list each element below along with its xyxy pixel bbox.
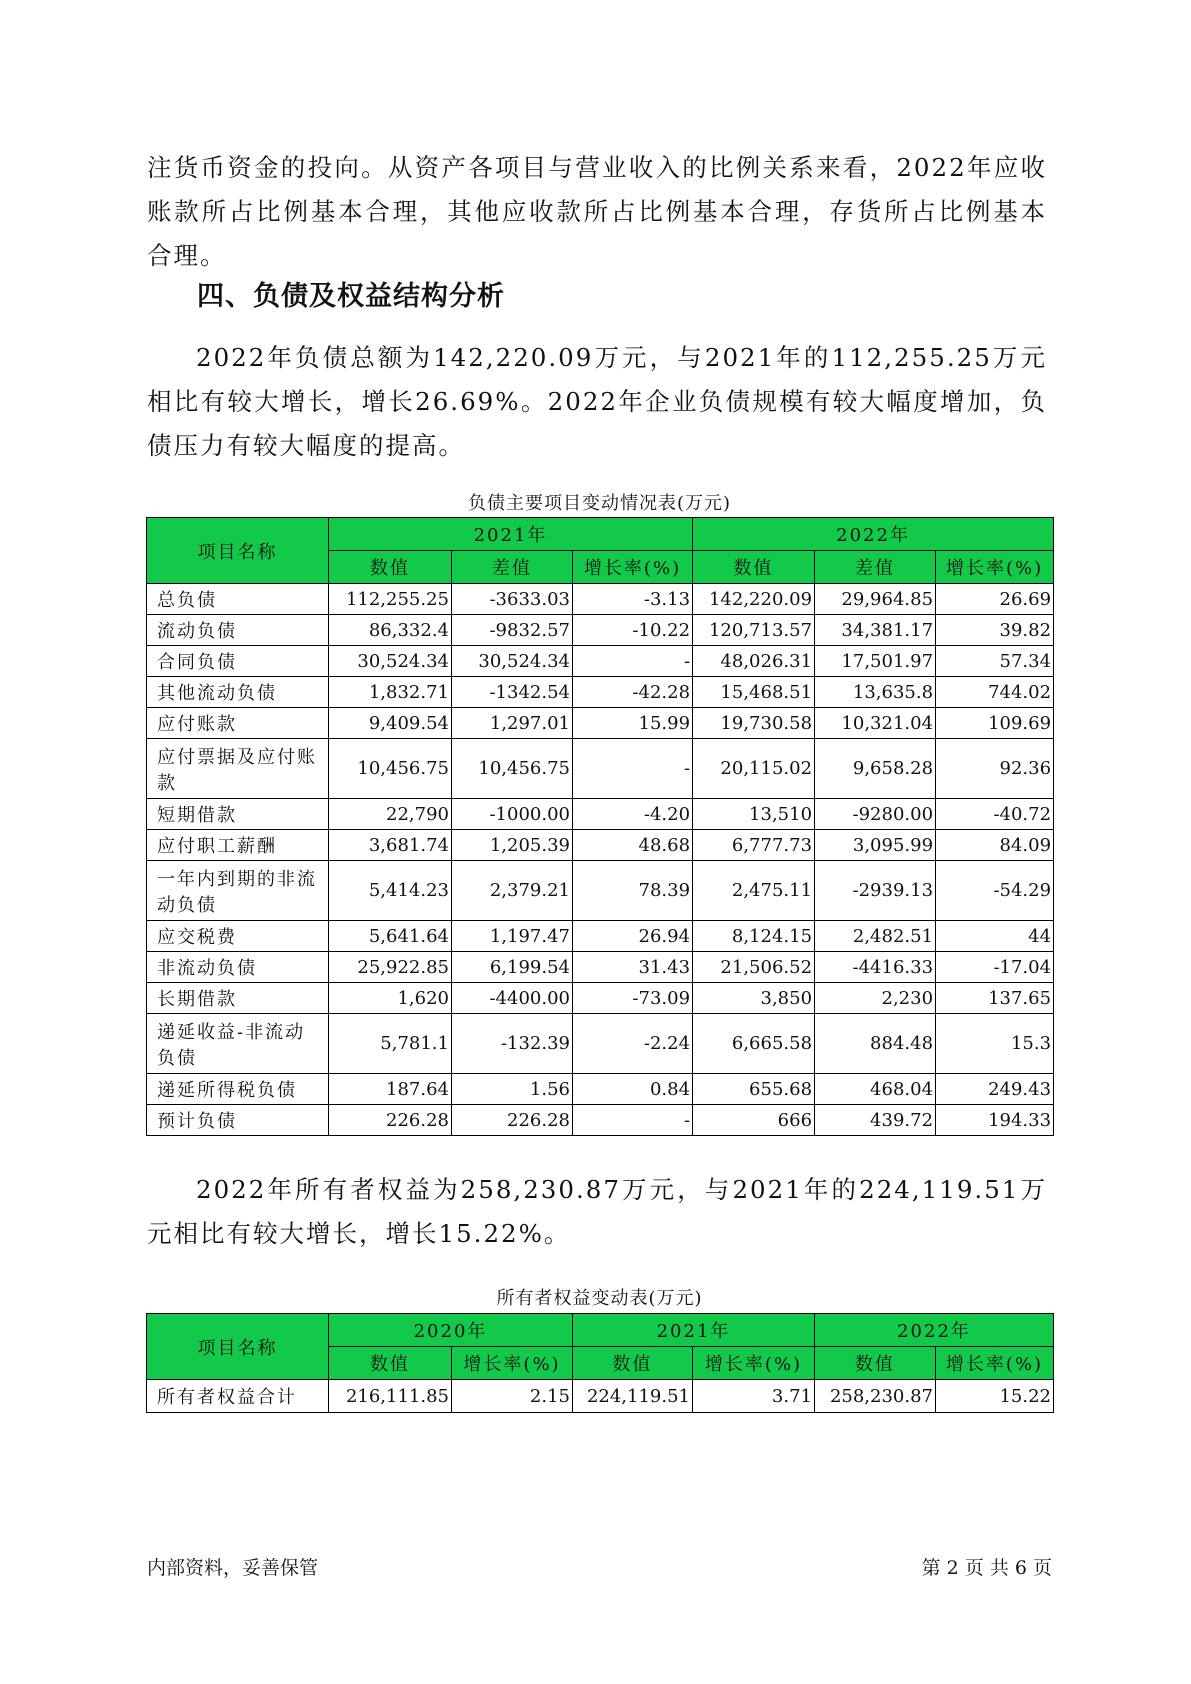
table-cell: -42.28 bbox=[573, 677, 693, 708]
table-row bbox=[147, 799, 1054, 830]
table-cell: 2.15 bbox=[452, 1380, 573, 1413]
table-cell: - bbox=[573, 1105, 693, 1136]
column-header: 差值 bbox=[815, 551, 936, 584]
table-cell: 1,197.47 bbox=[452, 921, 573, 952]
table-cell: 249.43 bbox=[936, 1074, 1054, 1105]
column-header: 增长率(%) bbox=[693, 1347, 815, 1380]
table-row bbox=[147, 1380, 1054, 1413]
table-cell: 120,713.57 bbox=[693, 615, 815, 646]
footer-confidential-note: 内部资料，妥善保管 bbox=[147, 1557, 319, 1579]
table-cell: 3,850 bbox=[693, 983, 815, 1014]
table-cell: 86,332.4 bbox=[329, 615, 452, 646]
table-cell: 112,255.25 bbox=[329, 584, 452, 615]
table-cell: 29,964.85 bbox=[815, 584, 936, 615]
row-label: 合同负债 bbox=[147, 646, 329, 677]
table-cell: -9832.57 bbox=[452, 615, 573, 646]
column-header: 数值 bbox=[573, 1347, 693, 1380]
column-header: 数值 bbox=[693, 551, 815, 584]
table-cell: 224,119.51 bbox=[573, 1380, 693, 1413]
table-cell: -2939.13 bbox=[815, 861, 936, 921]
table-cell: 666 bbox=[693, 1105, 815, 1136]
row-label: 应交税费 bbox=[147, 921, 329, 952]
table-cell: 468.04 bbox=[815, 1074, 936, 1105]
table-cell: 194.33 bbox=[936, 1105, 1054, 1136]
table-cell: 13,510 bbox=[693, 799, 815, 830]
table-cell: -40.72 bbox=[936, 799, 1054, 830]
table-cell: -3633.03 bbox=[452, 584, 573, 615]
table-cell: 1,297.01 bbox=[452, 708, 573, 739]
table-cell: 5,781.1 bbox=[329, 1014, 452, 1074]
table-cell: - bbox=[573, 646, 693, 677]
table-cell: 2,230 bbox=[815, 983, 936, 1014]
table-cell: 48.68 bbox=[573, 830, 693, 861]
year-header: 2021年 bbox=[329, 518, 693, 551]
column-header: 数值 bbox=[815, 1347, 936, 1380]
item-name-header: 项目名称 bbox=[147, 518, 329, 584]
table-cell: 744.02 bbox=[936, 677, 1054, 708]
section-heading: 四、负债及权益结构分析 bbox=[197, 281, 505, 312]
table-cell: -2.24 bbox=[573, 1014, 693, 1074]
table-row bbox=[147, 952, 1054, 983]
table-cell: 13,635.8 bbox=[815, 677, 936, 708]
table-cell: 15.22 bbox=[936, 1380, 1054, 1413]
table-cell: -10.22 bbox=[573, 615, 693, 646]
column-header: 数值 bbox=[329, 551, 452, 584]
table-cell: 6,777.73 bbox=[693, 830, 815, 861]
row-label: 长期借款 bbox=[147, 983, 329, 1014]
liability-table bbox=[146, 517, 1054, 1136]
table-cell: 17,501.97 bbox=[815, 646, 936, 677]
table-cell: 5,641.64 bbox=[329, 921, 452, 952]
row-label: 总负债 bbox=[147, 584, 329, 615]
table-cell: 15,468.51 bbox=[693, 677, 815, 708]
table-row bbox=[147, 830, 1054, 861]
table-cell: 1.56 bbox=[452, 1074, 573, 1105]
table-cell: 92.36 bbox=[936, 739, 1054, 799]
row-label: 其他流动负债 bbox=[147, 677, 329, 708]
table-cell: 216,111.85 bbox=[329, 1380, 452, 1413]
table-cell: -132.39 bbox=[452, 1014, 573, 1074]
table-cell: 10,456.75 bbox=[329, 739, 452, 799]
table-cell: 6,199.54 bbox=[452, 952, 573, 983]
table-row bbox=[147, 708, 1054, 739]
table-cell: 6,665.58 bbox=[693, 1014, 815, 1074]
table-cell: 10,321.04 bbox=[815, 708, 936, 739]
column-header: 增长率(%) bbox=[452, 1347, 573, 1380]
table-cell: -4416.33 bbox=[815, 952, 936, 983]
table-cell: 48,026.31 bbox=[693, 646, 815, 677]
table-cell: -3.13 bbox=[573, 584, 693, 615]
footer-page-number: 第 2 页 共 6 页 bbox=[921, 1557, 1052, 1579]
table-cell: 1,832.71 bbox=[329, 677, 452, 708]
table-row bbox=[147, 739, 1054, 799]
item-name-header: 项目名称 bbox=[147, 1314, 329, 1380]
table-cell: 39.82 bbox=[936, 615, 1054, 646]
table-cell: 2,379.21 bbox=[452, 861, 573, 921]
table-cell: -1000.00 bbox=[452, 799, 573, 830]
column-header: 差值 bbox=[452, 551, 573, 584]
table-cell: 30,524.34 bbox=[452, 646, 573, 677]
row-label: 应付账款 bbox=[147, 708, 329, 739]
table-row bbox=[147, 677, 1054, 708]
table-row bbox=[147, 1014, 1054, 1074]
intro-paragraph: 注货币资金的投向。从资产各项目与营业收入的比例关系来看，2022年应收账款所占比例基本合理，其他应收款所占比例基本合理，存货所占比例基本合理。 bbox=[147, 153, 1047, 270]
year-header: 2022年 bbox=[693, 518, 1054, 551]
table-cell: 15.3 bbox=[936, 1014, 1054, 1074]
table-cell: 226.28 bbox=[452, 1105, 573, 1136]
table-cell: 34,381.17 bbox=[815, 615, 936, 646]
year-header: 2020年 bbox=[329, 1314, 573, 1347]
table-cell: -73.09 bbox=[573, 983, 693, 1014]
year-header: 2022年 bbox=[815, 1314, 1054, 1347]
table-cell: 78.39 bbox=[573, 861, 693, 921]
row-label: 应付职工薪酬 bbox=[147, 830, 329, 861]
table-cell: 2,475.11 bbox=[693, 861, 815, 921]
table-cell: 22,790 bbox=[329, 799, 452, 830]
table-cell: 1,205.39 bbox=[452, 830, 573, 861]
table-row bbox=[147, 1105, 1054, 1136]
table-row bbox=[147, 615, 1054, 646]
table-cell: 15.99 bbox=[573, 708, 693, 739]
equity-paragraph: 2022年所有者权益为258,230.87万元，与2021年的224,119.51万元相比有较大增长，增长15.22%。 bbox=[147, 1175, 1047, 1248]
table-cell: 226.28 bbox=[329, 1105, 452, 1136]
row-label: 非流动负债 bbox=[147, 952, 329, 983]
column-header: 增长率(%) bbox=[936, 551, 1054, 584]
table-row bbox=[147, 646, 1054, 677]
table-cell: 884.48 bbox=[815, 1014, 936, 1074]
table-cell: 20,115.02 bbox=[693, 739, 815, 799]
table-cell: 30,524.34 bbox=[329, 646, 452, 677]
table-row bbox=[147, 861, 1054, 921]
liability-paragraph: 2022年负债总额为142,220.09万元，与2021年的112,255.25万元相比有较大增长，增长26.69%。2022年企业负债规模有较大幅度增加，负债压力有较大幅度的提高。 bbox=[147, 343, 1047, 460]
row-label: 预计负债 bbox=[147, 1105, 329, 1136]
table-cell: -54.29 bbox=[936, 861, 1054, 921]
table-cell: -1342.54 bbox=[452, 677, 573, 708]
table-cell: 26.69 bbox=[936, 584, 1054, 615]
table-cell: 44 bbox=[936, 921, 1054, 952]
table-row bbox=[147, 983, 1054, 1014]
row-label: 递延所得税负债 bbox=[147, 1074, 329, 1105]
table-cell: 439.72 bbox=[815, 1105, 936, 1136]
table-cell: 142,220.09 bbox=[693, 584, 815, 615]
table-cell: 26.94 bbox=[573, 921, 693, 952]
row-label: 一年内到期的非流动负债 bbox=[147, 861, 329, 921]
table-row bbox=[147, 921, 1054, 952]
table-row bbox=[147, 584, 1054, 615]
table-cell: 84.09 bbox=[936, 830, 1054, 861]
table-cell: 1,620 bbox=[329, 983, 452, 1014]
table-cell: 19,730.58 bbox=[693, 708, 815, 739]
equity-table-caption: 所有者权益变动表(万元) bbox=[496, 1288, 703, 1309]
table-cell: 109.69 bbox=[936, 708, 1054, 739]
row-label: 应付票据及应付账款 bbox=[147, 739, 329, 799]
table-cell: 3,681.74 bbox=[329, 830, 452, 861]
table-cell: 31.43 bbox=[573, 952, 693, 983]
table-cell: 9,658.28 bbox=[815, 739, 936, 799]
table-cell: 258,230.87 bbox=[815, 1380, 936, 1413]
table-row bbox=[147, 1074, 1054, 1105]
table-cell: 10,456.75 bbox=[452, 739, 573, 799]
table-cell: 137.65 bbox=[936, 983, 1054, 1014]
table-cell: 8,124.15 bbox=[693, 921, 815, 952]
table-cell: -9280.00 bbox=[815, 799, 936, 830]
table-cell: 187.64 bbox=[329, 1074, 452, 1105]
table-cell: -4.20 bbox=[573, 799, 693, 830]
equity-table bbox=[146, 1313, 1054, 1413]
table-cell: -4400.00 bbox=[452, 983, 573, 1014]
column-header: 数值 bbox=[329, 1347, 452, 1380]
table-cell: 9,409.54 bbox=[329, 708, 452, 739]
table-cell: 5,414.23 bbox=[329, 861, 452, 921]
column-header: 增长率(%) bbox=[936, 1347, 1054, 1380]
table-cell: 21,506.52 bbox=[693, 952, 815, 983]
row-label: 短期借款 bbox=[147, 799, 329, 830]
table-cell: -17.04 bbox=[936, 952, 1054, 983]
table-cell: 2,482.51 bbox=[815, 921, 936, 952]
table-cell: 0.84 bbox=[573, 1074, 693, 1105]
table-cell: - bbox=[573, 739, 693, 799]
table-cell: 25,922.85 bbox=[329, 952, 452, 983]
table-cell: 655.68 bbox=[693, 1074, 815, 1105]
row-label: 所有者权益合计 bbox=[147, 1380, 329, 1413]
row-label: 递延收益-非流动负债 bbox=[147, 1014, 329, 1074]
liability-table-caption: 负债主要项目变动情况表(万元) bbox=[467, 493, 732, 514]
table-cell: 57.34 bbox=[936, 646, 1054, 677]
table-cell: 3,095.99 bbox=[815, 830, 936, 861]
row-label: 流动负债 bbox=[147, 615, 329, 646]
year-header: 2021年 bbox=[573, 1314, 815, 1347]
column-header: 增长率(%) bbox=[573, 551, 693, 584]
table-cell: 3.71 bbox=[693, 1380, 815, 1413]
